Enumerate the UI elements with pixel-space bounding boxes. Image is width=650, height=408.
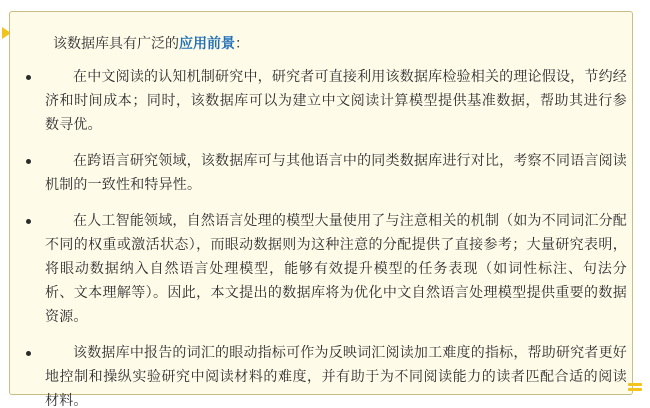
intro-line bbox=[53, 32, 249, 56]
bullet-dot-icon bbox=[26, 219, 31, 224]
list-item bbox=[10, 65, 627, 137]
list-item-text: 在人工智能领域，自然语言处理的模型大量使用了与注意相关的机制（如为不同词汇分配不同的权重或激活状态），而眼动数据则为这种注意的分配提供了直接参考；大量研究表明，将眼动数据纳入自然语言处理模型，能够有效提升模型的任务表现（如词性标注、句法分析、文本理解等）。因此，本文提出的数据库将为优化中文自然语言处理模型提供重要的数据资源。 bbox=[45, 213, 627, 325]
bullet-dot-icon bbox=[26, 159, 31, 164]
menu-lines-icon bbox=[628, 383, 642, 395]
bullet-dot-icon bbox=[26, 75, 31, 80]
list-item bbox=[10, 341, 627, 408]
list-item-text: 该数据库中报告的词汇的眼动指标可作为反映词汇阅读加工难度的指标，帮助研究者更好地控制和操纵实验研究中阅读材料的难度，并有助于为不同阅读能力的读者匹配合适的阅读材料。 bbox=[45, 345, 627, 408]
bullet-dot-icon bbox=[26, 351, 31, 356]
list-item-text: 在中文阅读的认知机制研究中，研究者可直接利用该数据库检验相关的理论假设，节约经济和时间成本；同时，该数据库可以为建立中文阅读计算模型提供基准数据，帮助其进行参数寻优。 bbox=[45, 69, 627, 133]
list-item bbox=[10, 149, 627, 197]
bullet-list bbox=[10, 65, 632, 408]
info-card bbox=[9, 11, 633, 408]
list-item bbox=[10, 209, 627, 329]
intro-suffix: ： bbox=[235, 36, 249, 52]
list-item-text: 在跨语言研究领域，该数据库可与其他语言中的同类数据库进行对比，考察不同语言阅读机制的一致性和特异性。 bbox=[45, 153, 627, 193]
intro-highlight: 应用前景 bbox=[179, 36, 235, 52]
intro-prefix: 该数据库具有广泛的 bbox=[53, 36, 179, 52]
